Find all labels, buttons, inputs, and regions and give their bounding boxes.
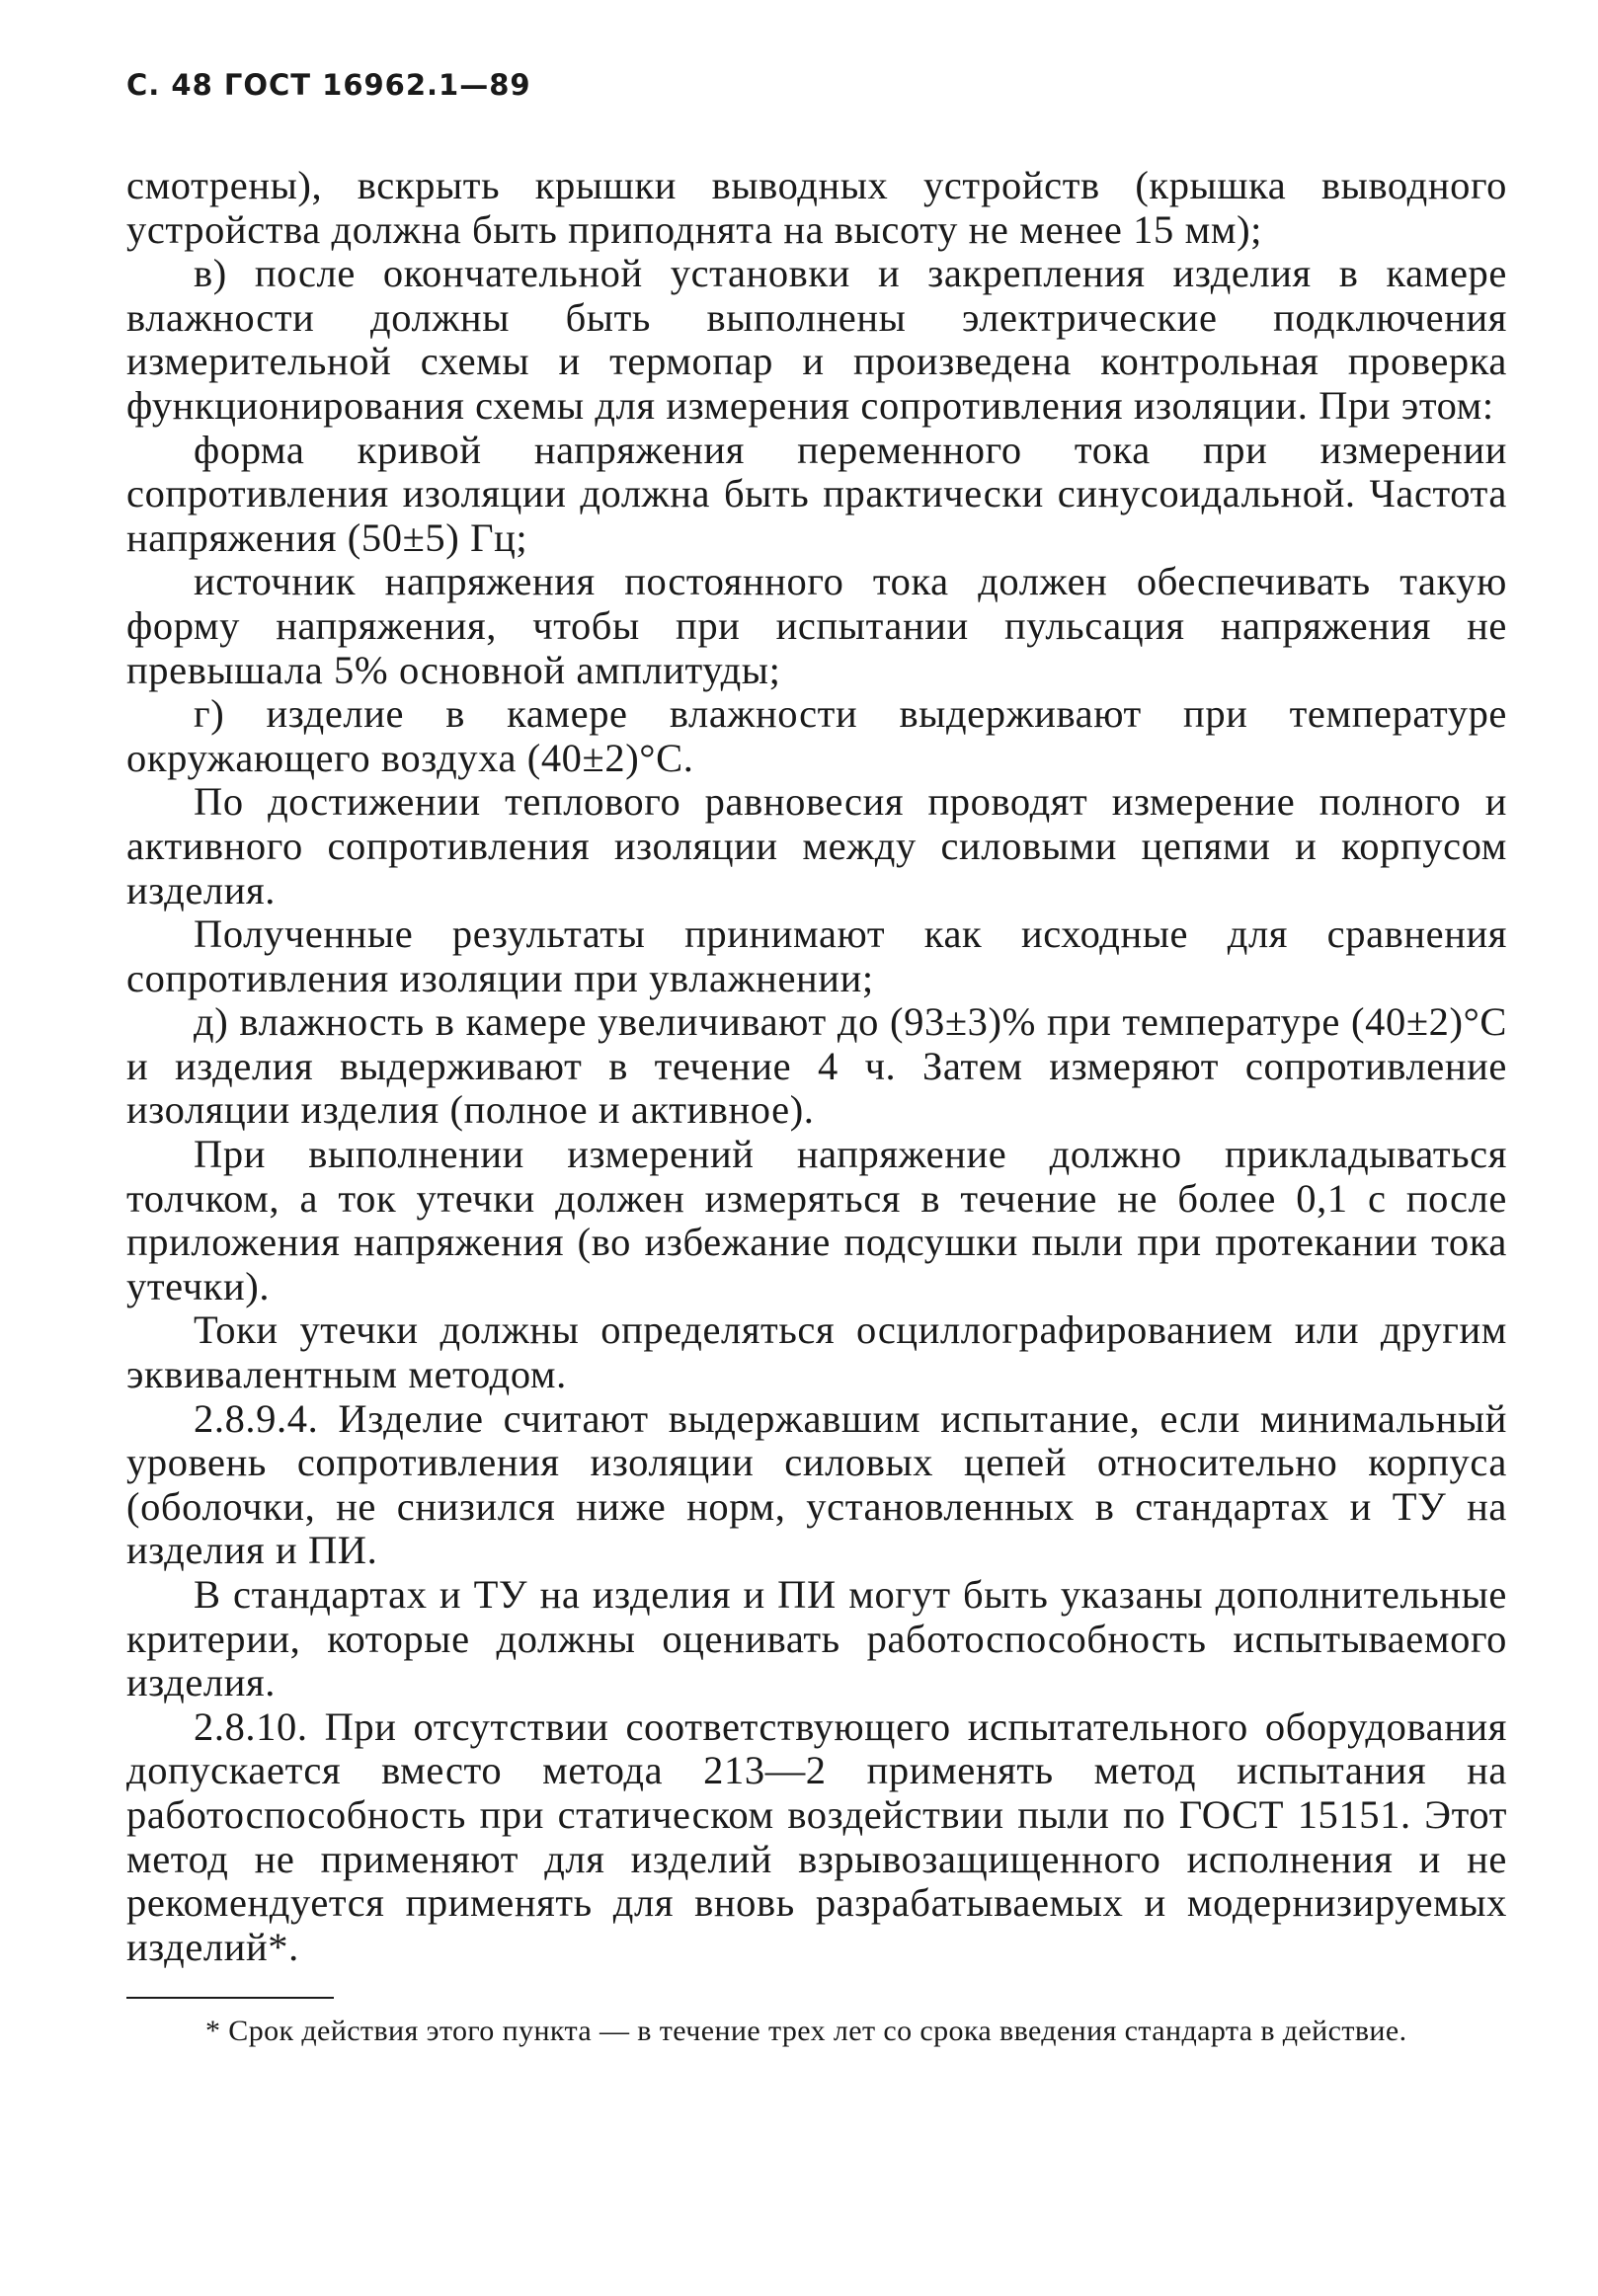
paragraph-results: Полученные результаты принимают как исходные для сравнения сопротивления изоляции при увлажнении; [126, 911, 1507, 1000]
paragraph-measurements: При выполнении измерений напряжение должно прикладываться толчком, а ток утечки должен измеряться в течение не более 0,1 с после приложения напряжения (во избежание подсушки пыли при протекании тока утечки). [126, 1132, 1507, 1308]
paragraph-criteria: В стандартах и ТУ на изделия и ПИ могут быть указаны дополнительные критерии, которые должны оценивать работоспособность испытываемого изделия. [126, 1572, 1507, 1705]
paragraph-continuation: смотрены), вскрыть крышки выводных устройств (крышка выводного устройства должна быть приподнята на высоту не менее 15 мм); [126, 163, 1507, 252]
paragraph-2-8-10: 2.8.10. При отсутствии соответствующего испытательного оборудования допускается вместо метода 213—2 применять метод испытания на работоспособность при статическом воздействии пыли по ГОСТ 15151. Этот метод не применяют для изделий взрывозащищенного исполнения и не рекомендуется применять для вновь разрабатываемых и модернизируемых изделий*. [126, 1703, 1507, 1969]
paragraph-ac-voltage: форма кривой напряжения переменного тока при измерении сопротивления изоляции должна быть практически синусоидальной. Частота напряжения (50±5) Гц; [126, 427, 1507, 560]
document-page [126, 63, 1507, 2275]
paragraph-dc-source: источник напряжения постоянного тока должен обеспечивать такую форму напряжения, чтобы при испытании пульсация напряжения не превышала 5% основной амплитуды; [126, 559, 1507, 692]
paragraph-item-d: д) влажность в камере увеличивают до (93±3)% при температуре (40±2)°С и изделия выдерживают в течение 4 ч. Затем измеряют сопротивление изоляции изделия (полное и активное). [126, 999, 1507, 1133]
page-header: С. 48 ГОСТ 16962.1—89 [126, 68, 531, 102]
footnote-divider [126, 1997, 334, 1999]
paragraph-equilibrium: По достижении теплового равновесия проводят измерение полного и активного сопротивления изоляции между силовыми цепями и корпусом изделия. [126, 779, 1507, 912]
paragraph-2-8-9-4: 2.8.9.4. Изделие считают выдержавшим испытание, если минимальный уровень сопротивления изоляции силовых цепей относительно корпуса (оболочки, не снизился ниже норм, установленных в стандартах и ТУ на изделия и ПИ. [126, 1395, 1507, 1573]
paragraph-leakage: Токи утечки должны определяться осциллографированием или другим эквивалентным методом. [126, 1307, 1507, 1397]
paragraph-item-g: г) изделие в камере влажности выдерживают при температуре окружающего воздуха (40±2)°С. [126, 691, 1507, 780]
paragraph-item-v: в) после окончательной установки и закрепления изделия в камере влажности должны быть выполнены электрические подключения измерительной схемы и термопар и произведена контрольная проверка функционирования схемы для измерения сопротивления изоляции. При этом: [126, 251, 1507, 428]
footnote: * Срок действия этого пункта — в течение трех лет со срока введения стандарта в действие. [205, 2015, 1407, 2048]
document-body [126, 164, 1507, 1969]
